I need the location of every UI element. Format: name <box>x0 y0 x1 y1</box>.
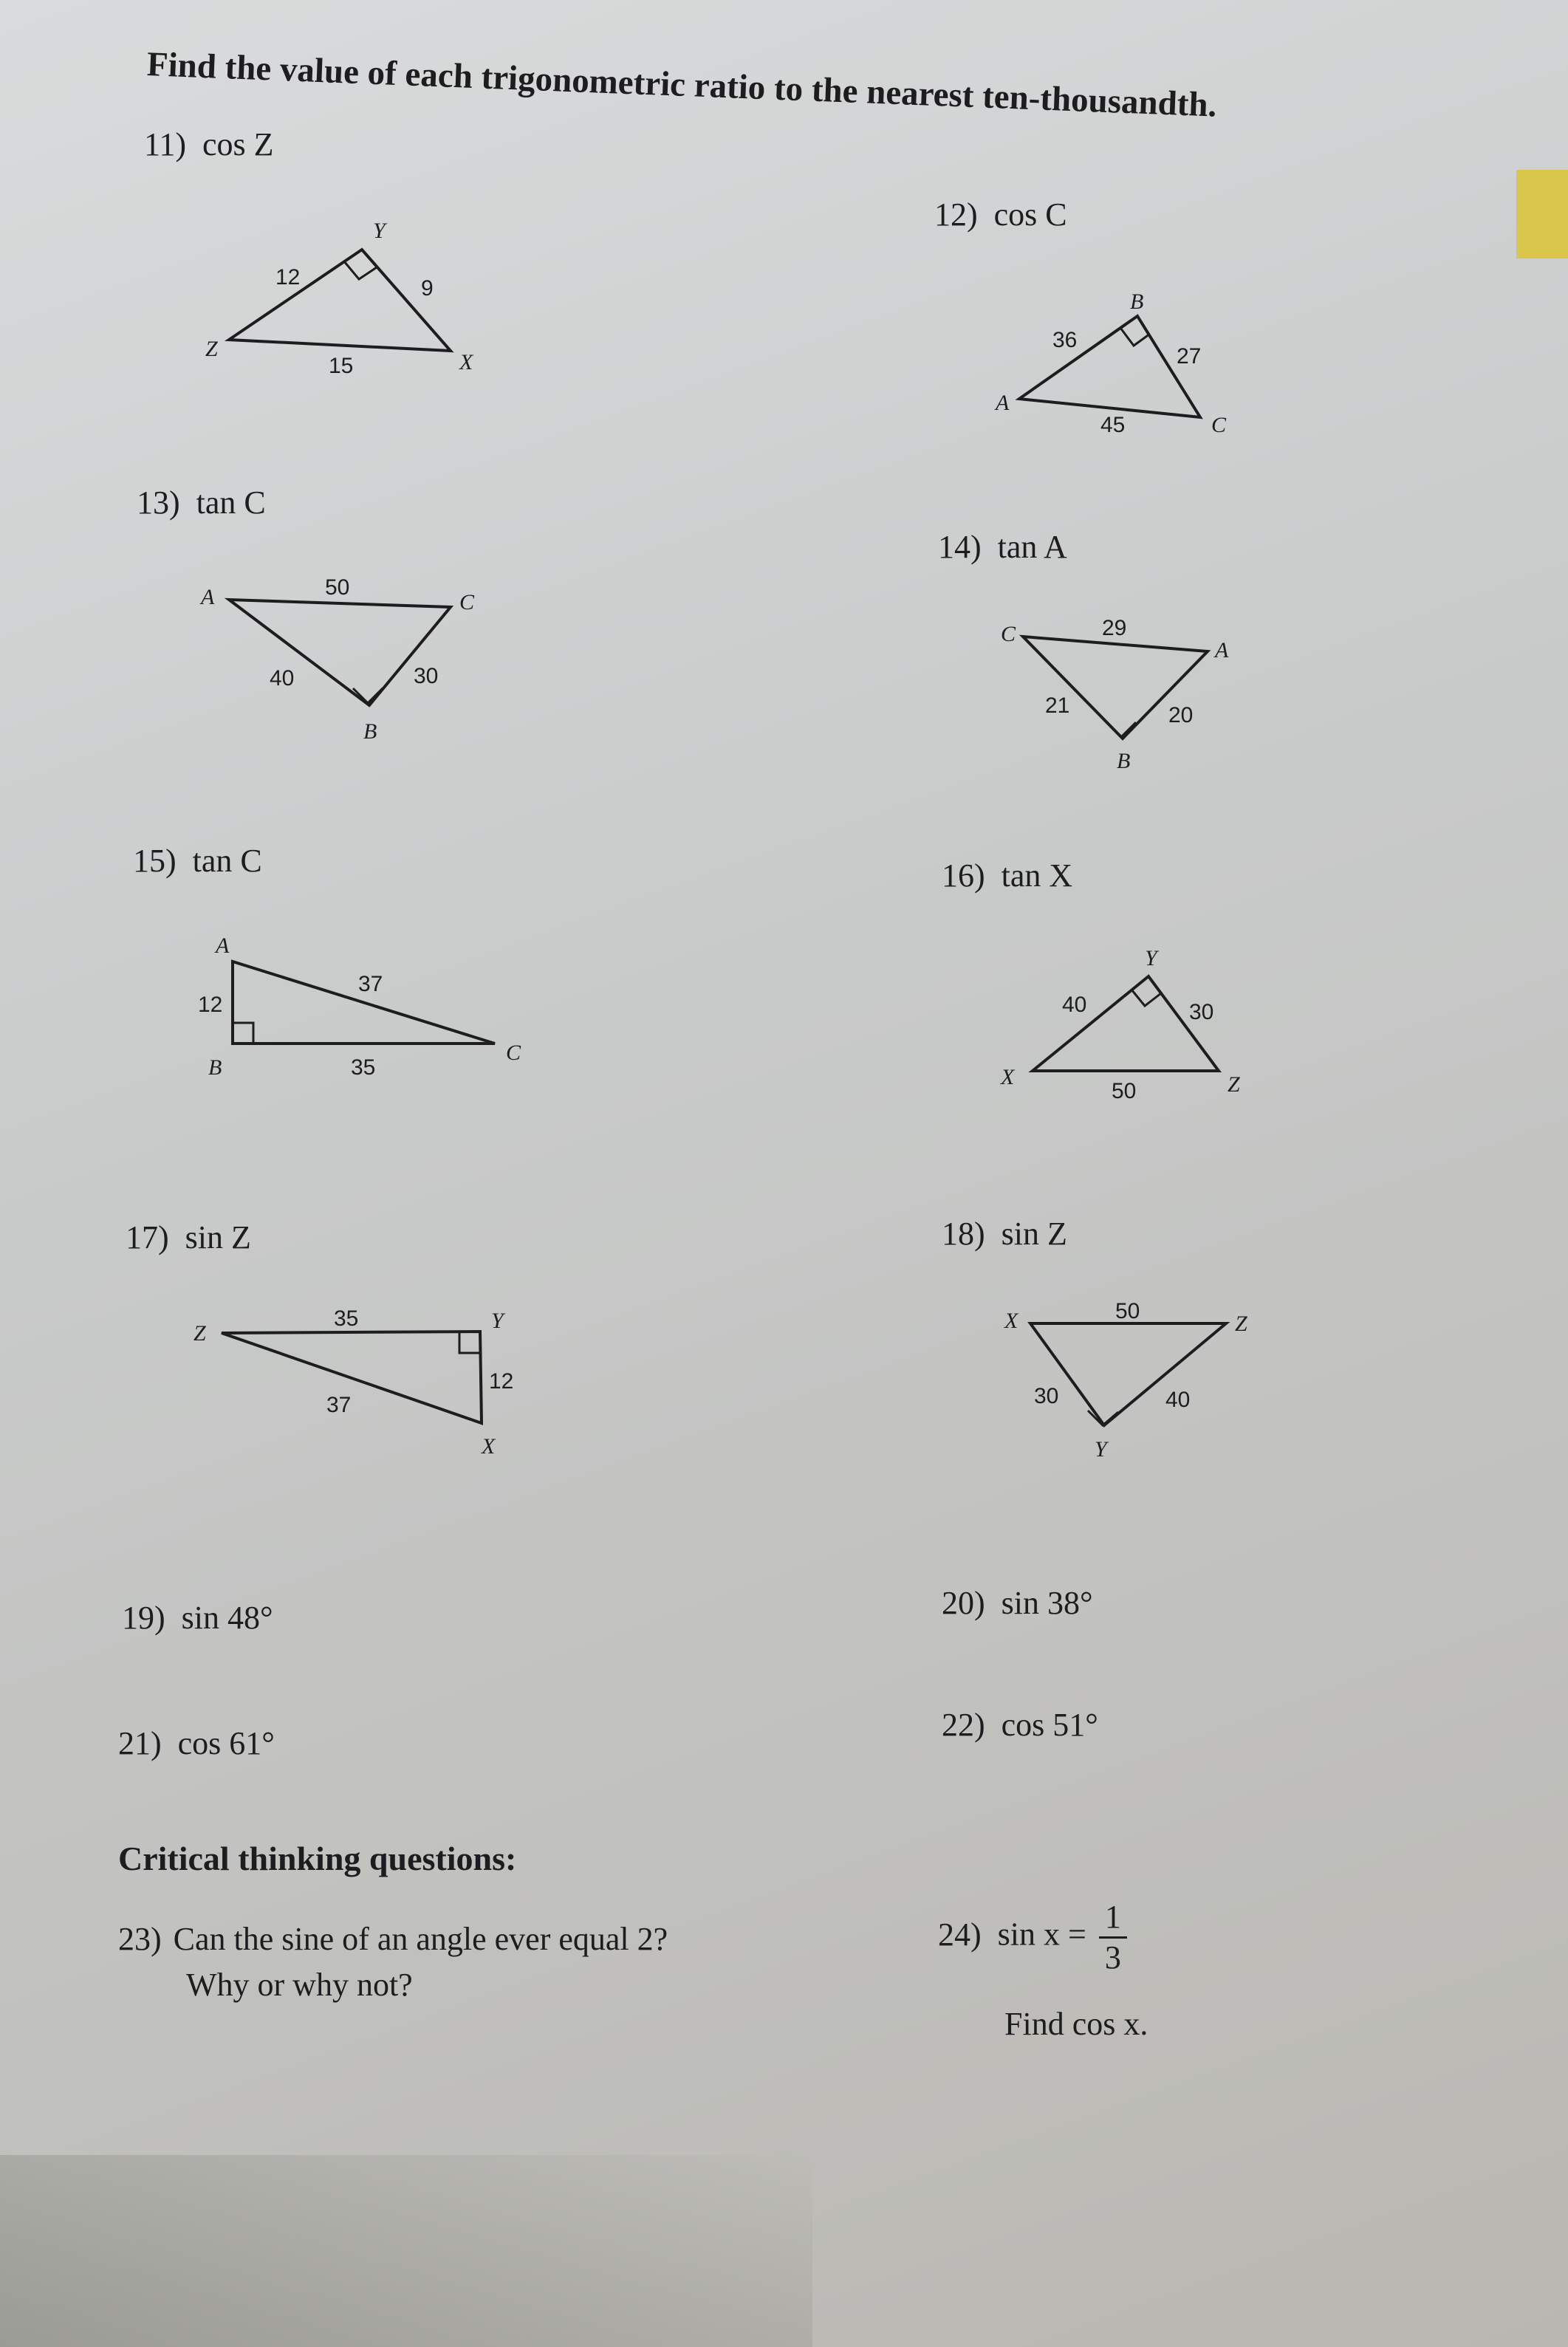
vertex-label: B <box>1117 749 1131 773</box>
vertex-label: X <box>459 350 473 374</box>
worksheet-instructions: Find the value of each trigonometric ratio to the nearest ten-thousandth. <box>145 44 1218 125</box>
side-label: 27 <box>1177 344 1202 369</box>
triangle-13 <box>199 575 475 744</box>
problem-24-followup: Find cos x. <box>1004 2006 1148 2042</box>
side-label: 15 <box>329 354 354 378</box>
problem-17: 17) sin Z <box>126 1219 251 1255</box>
vertex-label: B <box>1130 289 1144 314</box>
triangle-11 <box>205 219 474 378</box>
problem-15: 15) tan C <box>133 843 262 879</box>
side-label: 21 <box>1045 693 1070 718</box>
vertex-label: Z <box>194 1321 206 1346</box>
vertex-label: C <box>1001 622 1016 646</box>
vertex-label: A <box>216 933 230 958</box>
vertex-label: Y <box>373 219 386 243</box>
triangle-18 <box>1004 1299 1247 1462</box>
problem-19: 19) sin 48° <box>122 1600 273 1636</box>
vertex-label: Y <box>1145 946 1157 970</box>
vertex-label: Y <box>1095 1437 1107 1462</box>
side-label: 40 <box>270 666 295 691</box>
vertex-label: X <box>1004 1309 1018 1333</box>
side-label: 30 <box>1034 1384 1059 1408</box>
side-label: 45 <box>1100 413 1126 437</box>
side-label: 12 <box>198 993 223 1017</box>
vertex-label: C <box>1211 413 1227 437</box>
side-label: 37 <box>326 1393 352 1417</box>
problem-21: 21) cos 61° <box>118 1725 275 1761</box>
problem-23: 23) Can the sine of an angle ever equal 2? Why or why not? <box>118 1921 668 2003</box>
problem-13: 13) tan C <box>137 484 266 521</box>
vertex-label: A <box>1215 638 1229 662</box>
vertex-label: X <box>1001 1065 1015 1089</box>
vertex-label: C <box>459 590 475 614</box>
problem-18: 18) sin Z <box>942 1216 1067 1252</box>
vertex-label: Z <box>205 337 218 361</box>
problem-24: 24) sin x = $\frac{1}{3}$ <box>938 1898 1127 1977</box>
problem-11: 11) cos Z <box>144 126 274 162</box>
vertex-label: A <box>996 391 1010 415</box>
vertex-label: X <box>482 1434 496 1459</box>
triangle-14 <box>1001 616 1229 773</box>
side-label: 35 <box>351 1055 376 1080</box>
side-label: 12 <box>489 1369 514 1394</box>
vertex-label: B <box>208 1055 222 1080</box>
side-label: 50 <box>1115 1299 1140 1323</box>
vertex-label: Z <box>1235 1312 1247 1336</box>
side-label: 20 <box>1168 703 1194 727</box>
problem-16: 16) tan X <box>942 857 1073 894</box>
side-label: 30 <box>1189 1000 1214 1024</box>
side-label: 50 <box>325 575 350 600</box>
side-label: 30 <box>414 664 439 688</box>
side-label: 12 <box>275 265 301 289</box>
side-label: 37 <box>358 972 383 996</box>
problem-12: 12) cos C <box>934 196 1067 233</box>
triangle-16 <box>1000 946 1240 1103</box>
triangle-17 <box>194 1306 513 1459</box>
side-label: 40 <box>1062 993 1087 1017</box>
triangle-12 <box>994 289 1227 437</box>
side-label: 50 <box>1112 1079 1137 1103</box>
problem-22: 22) cos 51° <box>942 1707 1098 1743</box>
problem-20: 20) sin 38° <box>942 1585 1093 1621</box>
side-label: 36 <box>1052 328 1078 352</box>
vertex-label: Y <box>491 1309 504 1333</box>
side-label: 40 <box>1165 1388 1191 1412</box>
vertex-label: A <box>201 585 215 609</box>
side-label: 29 <box>1102 616 1127 640</box>
vertex-label: Z <box>1228 1072 1240 1097</box>
vertex-label: C <box>506 1041 521 1065</box>
critical-thinking-heading: Critical thinking questions: <box>118 1840 517 1877</box>
fraction: $\frac{1}{3}$ <box>1099 1898 1127 1977</box>
vertex-label: B <box>363 719 377 744</box>
side-label: 35 <box>334 1306 359 1331</box>
problem-14: 14) tan A <box>938 529 1067 565</box>
side-label: 9 <box>421 276 434 301</box>
triangle-15 <box>198 933 521 1080</box>
